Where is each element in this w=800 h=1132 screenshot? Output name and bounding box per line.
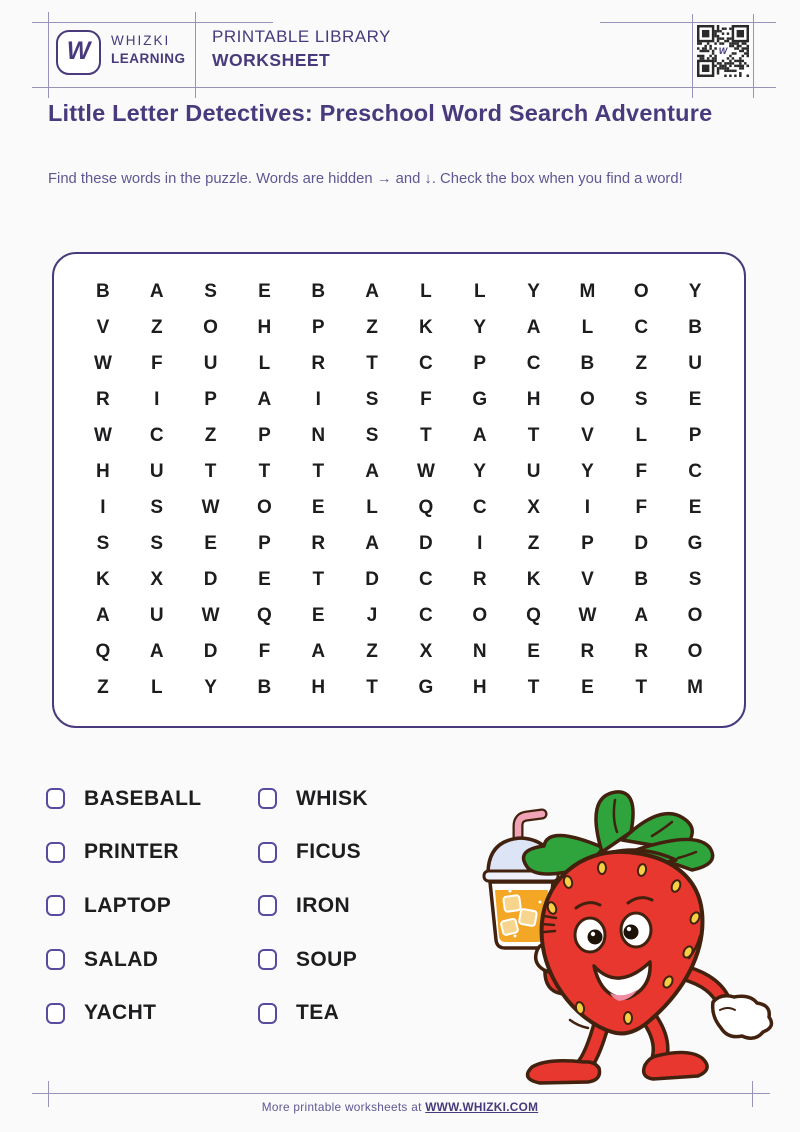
grid-letter-r3c12: U [688,353,702,374]
grid-letter-r2c11: C [634,317,649,338]
word-list-item [258,879,368,933]
header-divider-2 [195,12,196,98]
grid-letter-r6c5: T [312,461,325,482]
grid-letter-r3c4: L [258,353,271,374]
grid-letter-r11c3: D [203,641,218,662]
grid-letter-r1c1: B [96,281,110,302]
grid-letter-r7c12: E [688,497,702,518]
grid-letter-r8c6: A [365,533,379,554]
grid-letter-r10c8: O [472,605,488,626]
word-list-column-2 [258,772,368,1040]
qr-code [697,25,749,77]
grid-letter-r5c10: V [581,425,594,446]
grid-letter-r1c2: A [149,281,164,302]
grid-letter-r7c1: I [100,497,106,518]
grid-letter-r4c4: A [257,389,272,410]
grid-letter-r12c5: H [311,677,326,698]
grid-letter-r5c8: A [472,425,487,446]
grid-letter-r11c10: R [580,641,595,662]
grid-letter-r6c9: U [526,461,541,482]
grid-letter-r9c12: S [688,569,702,590]
grid-letter-r9c6: D [365,569,379,590]
grid-letter-r2c4: H [257,317,272,338]
grid-letter-r10c6: J [366,605,378,626]
header-doc-type: WORKSHEET [212,50,331,70]
word-list-item [46,879,202,933]
grid-letter-r1c6: A [365,281,379,302]
checkbox-tea[interactable] [258,1003,277,1024]
grid-letter-r6c1: H [96,461,110,482]
footer-link[interactable]: WWW.WHIZKI.COM [425,1100,539,1114]
grid-letter-r1c5: B [311,281,326,302]
grid-letter-r7c7: Q [418,497,434,518]
grid-letter-r4c7: F [420,389,432,410]
checkbox-laptop[interactable] [46,895,65,916]
header-top-rule-left [32,22,273,23]
word-label: SOUP [296,947,358,971]
grid-letter-r7c11: F [635,497,648,518]
grid-letter-r7c6: L [366,497,378,518]
grid-letter-r9c8: R [472,569,487,590]
footer-prefix: More printable worksheets at [261,1100,426,1114]
grid-letter-r4c6: S [365,389,379,410]
word-list-item [46,772,202,826]
grid-letter-r9c11: B [634,569,649,590]
grid-letter-r10c1: A [96,605,110,626]
grid-letter-r6c8: Y [473,461,487,482]
word-list-item [46,826,202,880]
header-divider-1 [48,12,49,98]
grid-letter-r6c7: W [416,461,435,482]
word-label: TEA [296,1001,340,1025]
grid-letter-r8c1: S [96,533,110,554]
instructions-text: Find these words in the puzzle. Words are hidden → and ↓. Check the box when you find a word! [48,171,683,187]
grid-letter-r4c10: O [580,389,595,410]
grid-letter-r7c9: X [527,497,540,518]
grid-letter-r6c10: Y [581,461,594,482]
word-label: LAPTOP [84,893,172,917]
grid-letter-r8c9: Z [527,533,540,554]
grid-letter-r2c10: L [581,317,594,338]
grid-letter-r1c8: L [473,281,486,302]
header-divider-3 [692,14,693,98]
grid-letter-r7c10: I [584,497,591,518]
word-list-item [258,986,368,1040]
grid-letter-r3c5: R [311,353,326,374]
grid-letter-r9c1: K [96,569,110,590]
grid-letter-r5c5: N [311,425,326,446]
grid-letter-r11c7: X [419,641,433,662]
header-top-rule-right [600,22,776,23]
grid-letter-r9c2: X [150,569,164,590]
grid-letter-r12c6: T [366,677,378,698]
word-list-item [258,772,368,826]
grid-letter-r3c2: F [150,353,163,374]
footer-text [0,1100,800,1114]
grid-letter-r5c4: P [258,425,271,446]
grid-letter-r7c8: C [472,497,487,518]
grid-letter-r9c3: D [203,569,218,590]
grid-letter-r12c9: T [527,677,540,698]
grid-letter-r8c3: E [204,533,217,554]
grid-letter-r9c4: E [258,569,271,590]
grid-letter-r1c4: E [258,281,271,302]
grid-letter-r5c11: L [635,425,648,446]
grid-letter-r11c4: F [258,641,271,662]
checkbox-iron[interactable] [258,895,277,916]
grid-letter-r5c12: P [688,425,702,446]
grid-letter-r1c11: O [633,281,649,302]
grid-letter-r7c2: S [150,497,164,518]
grid-letter-r10c11: A [634,605,649,626]
grid-letter-r4c8: G [472,389,488,410]
checkbox-salad[interactable] [46,949,65,970]
grid-letter-r2c2: Z [150,317,163,338]
word-list-item [46,933,202,987]
header-kicker: PRINTABLE LIBRARY [212,27,391,46]
footer-rule [32,1093,770,1094]
brand-subname: LEARNING [111,51,186,66]
grid-letter-r9c10: V [581,569,594,590]
grid-letter-r3c11: Z [635,353,648,374]
letter-grid [54,254,744,726]
grid-letter-r4c2: I [154,389,160,410]
grid-letter-r8c7: D [419,533,433,554]
grid-letter-r3c6: T [366,353,378,374]
grid-letter-r8c5: R [311,533,326,554]
grid-letter-r11c5: A [311,641,326,662]
word-label: FICUS [296,840,361,864]
grid-letter-r11c11: R [634,641,649,662]
grid-letter-r6c12: C [688,461,702,482]
grid-letter-r7c5: E [311,497,325,518]
grid-letter-r8c12: G [687,533,703,554]
grid-letter-r10c12: O [687,605,703,626]
grid-letter-r4c9: H [526,389,541,410]
grid-letter-r8c10: P [581,533,594,554]
grid-letter-r10c4: Q [257,605,272,626]
grid-letter-r2c12: B [688,317,702,338]
grid-letter-r2c7: K [419,317,433,338]
grid-letter-r9c7: C [419,569,433,590]
word-label: YACHT [84,1001,157,1025]
grid-letter-r6c4: T [258,461,271,482]
strawberry-mascot [452,770,782,1088]
grid-letter-r9c5: T [312,569,325,590]
grid-letter-r11c12: O [687,641,703,662]
grid-letter-r5c7: T [420,425,432,446]
grid-letter-r9c9: K [526,569,541,590]
grid-letter-r2c9: A [526,317,541,338]
grid-letter-r5c6: S [365,425,379,446]
word-list-item [46,986,202,1040]
header-divider-4 [753,14,754,98]
grid-letter-r4c11: S [634,389,648,410]
grid-letter-r11c2: A [149,641,164,662]
grid-letter-r6c3: T [204,461,217,482]
grid-letter-r12c7: G [418,677,434,698]
word-label: SALAD [84,947,159,971]
grid-letter-r4c12: E [688,389,702,410]
grid-letter-r3c1: W [93,353,112,374]
grid-letter-r1c7: L [420,281,432,302]
grid-letter-r1c10: M [579,281,596,302]
checkbox-ficus[interactable] [258,842,277,863]
grid-letter-r5c9: T [527,425,540,446]
checkbox-printer[interactable] [46,842,65,863]
grid-letter-r8c4: P [258,533,271,554]
grid-letter-r11c8: N [472,641,487,662]
grid-letter-r3c10: B [580,353,595,374]
grid-letter-r5c2: C [149,425,164,446]
grid-letter-r6c6: A [365,461,379,482]
grid-letter-r12c3: Y [204,677,217,698]
word-list-item [258,826,368,880]
grid-letter-r7c3: W [201,497,220,518]
grid-letter-r8c2: S [150,533,164,554]
checkbox-yacht[interactable] [46,1003,65,1024]
grid-letter-r5c3: Z [204,425,217,446]
grid-letter-r2c1: V [96,317,110,338]
grid-letter-r10c9: Q [526,605,541,626]
grid-letter-r10c5: E [311,605,325,626]
grid-letter-r12c8: H [472,677,487,698]
grid-letter-r3c9: C [526,353,541,374]
brand-name: WHIZKI [111,33,171,48]
checkbox-whisk[interactable] [258,788,277,809]
logo-w-icon: W [66,37,91,65]
grid-letter-r6c2: U [149,461,164,482]
grid-letter-r4c5: I [315,389,321,410]
grid-letter-r7c4: O [257,497,272,518]
svg-text:W: W [718,46,728,56]
grid-letter-r2c8: Y [473,317,487,338]
grid-letter-r8c8: I [477,533,483,554]
grid-letter-r3c8: P [473,353,487,374]
grid-letter-r10c10: W [578,605,597,626]
grid-letter-r11c6: Z [366,641,378,662]
grid-letter-r12c2: L [150,677,163,698]
grid-letter-r6c11: F [635,461,648,482]
grid-letter-r1c12: Y [688,281,702,302]
grid-letter-r10c7: C [419,605,433,626]
grid-letter-r11c1: Q [95,641,111,662]
word-label: BASEBALL [84,786,202,810]
grid-letter-r4c1: R [96,389,110,410]
word-label: PRINTER [84,840,179,864]
header-bottom-rule [32,87,776,88]
word-label: WHISK [296,786,368,810]
grid-letter-r10c2: U [149,605,164,626]
word-list-column-1 [46,772,202,1040]
grid-letter-r12c12: M [687,677,703,698]
grid-letter-r11c9: E [527,641,540,662]
grid-letter-r2c6: Z [366,317,378,338]
whizki-logo [56,30,101,75]
grid-letter-r10c3: W [201,605,220,626]
grid-letter-r8c11: D [634,533,649,554]
checkbox-baseball[interactable] [46,788,65,809]
grid-letter-r12c4: B [257,677,272,698]
grid-letter-r12c11: T [635,677,648,698]
word-label: IRON [296,893,351,917]
grid-letter-r12c1: Z [97,677,109,698]
word-search-puzzle [52,252,746,728]
grid-letter-r1c3: S [204,281,217,302]
page-title: Little Letter Detectives: Preschool Word Search Adventure [48,100,713,126]
grid-letter-r2c5: P [311,317,325,338]
grid-letter-r4c3: P [204,389,217,410]
word-list-item [258,933,368,987]
grid-letter-r2c3: O [203,317,218,338]
grid-letter-r5c1: W [93,425,112,446]
grid-letter-r3c3: U [203,353,218,374]
grid-letter-r12c10: E [581,677,594,698]
checkbox-soup[interactable] [258,949,277,970]
grid-letter-r1c9: Y [527,281,540,302]
grid-letter-r3c7: C [419,353,433,374]
mascot-right-arm [685,973,771,1038]
